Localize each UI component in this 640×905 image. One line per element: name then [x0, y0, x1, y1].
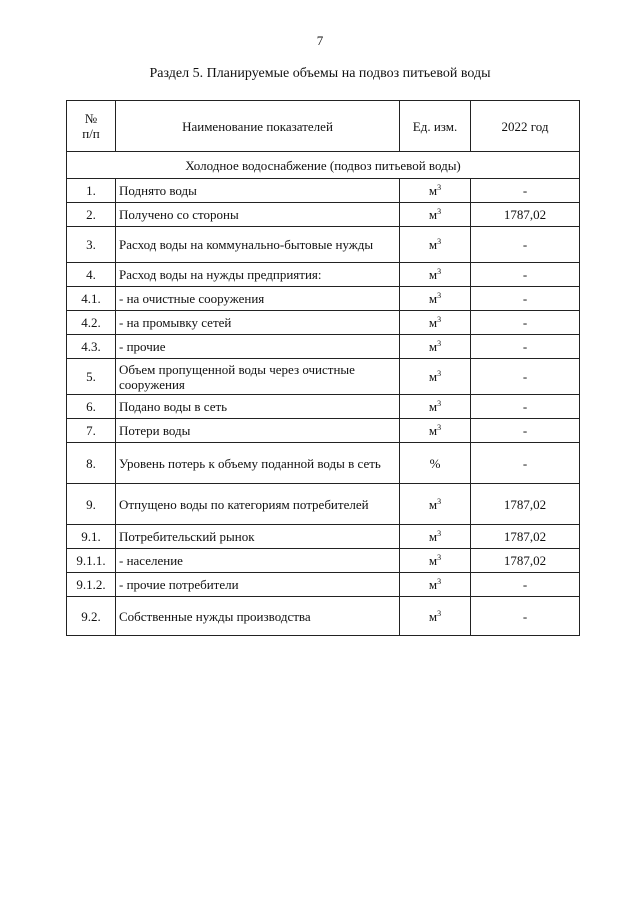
unit-exponent: 3 — [437, 529, 442, 538]
row-num: 5. — [67, 359, 116, 395]
unit-base: м — [428, 237, 438, 252]
row-name: - прочие потребители — [116, 573, 400, 597]
table-header-row — [67, 101, 580, 152]
row-value: - — [471, 311, 580, 335]
row-value: - — [471, 335, 580, 359]
header-num-line1: № — [84, 111, 98, 126]
unit-base: м — [428, 207, 438, 222]
row-num: 4.2. — [67, 311, 116, 335]
row-name: Расход воды на нужды предприятия: — [116, 263, 400, 287]
row-name: - прочие — [116, 335, 400, 359]
group-row — [67, 152, 580, 179]
row-name: Расход воды на коммунально-бытовые нужды — [116, 227, 400, 263]
table-row — [67, 597, 580, 636]
row-unit — [400, 525, 471, 549]
row-value: - — [471, 179, 580, 203]
row-unit — [400, 311, 471, 335]
table-row — [67, 311, 580, 335]
row-unit — [400, 359, 471, 395]
row-unit — [400, 573, 471, 597]
unit-exponent: 3 — [437, 423, 442, 432]
row-unit — [400, 597, 471, 636]
row-value: 1787,02 — [471, 525, 580, 549]
unit-base: м — [428, 291, 438, 306]
row-name: Потребительский рынок — [116, 525, 400, 549]
row-unit — [400, 263, 471, 287]
row-num: 8. — [67, 443, 116, 484]
unit-exponent: 3 — [437, 553, 442, 562]
table-row — [67, 419, 580, 443]
unit-exponent: 3 — [437, 267, 442, 276]
row-unit — [400, 287, 471, 311]
row-value: 1787,02 — [471, 484, 580, 525]
unit-exponent: 3 — [437, 399, 442, 408]
unit-exponent: 3 — [437, 237, 442, 246]
unit-exponent: 3 — [437, 369, 442, 378]
unit-base: м — [428, 183, 438, 198]
header-year: 2022 год — [471, 101, 580, 152]
section-title: Раздел 5. Планируемые объемы на подвоз питьевой воды — [149, 66, 491, 81]
unit-exponent: 3 — [437, 183, 442, 192]
row-name: Поднято воды — [116, 179, 400, 203]
table-body — [67, 152, 580, 636]
page-number: 7 — [316, 33, 324, 48]
row-name: Отпущено воды по категориям потребителей — [116, 484, 400, 525]
row-num: 9. — [67, 484, 116, 525]
row-value: - — [471, 287, 580, 311]
unit-exponent: 3 — [437, 339, 442, 348]
row-value: 1787,02 — [471, 549, 580, 573]
row-value: - — [471, 597, 580, 636]
table-row — [67, 227, 580, 263]
table-row — [67, 335, 580, 359]
row-name: Объем пропущенной воды через очистные сооружения — [116, 359, 400, 395]
row-name: Подано воды в сеть — [116, 395, 400, 419]
row-value: 1787,02 — [471, 203, 580, 227]
row-value: - — [471, 227, 580, 263]
row-name: Собственные нужды производства — [116, 597, 400, 636]
row-value: - — [471, 443, 580, 484]
row-unit — [400, 335, 471, 359]
row-name: Потери воды — [116, 419, 400, 443]
row-unit — [400, 484, 471, 525]
row-num: 3. — [67, 227, 116, 263]
row-value: - — [471, 359, 580, 395]
unit-base: м — [428, 423, 438, 438]
table-row — [67, 287, 580, 311]
unit-exponent: 3 — [437, 577, 442, 586]
unit-base: м — [428, 399, 438, 414]
row-unit — [400, 179, 471, 203]
table-row — [67, 359, 580, 395]
unit-base: м — [428, 339, 438, 354]
unit-base: м — [428, 529, 438, 544]
row-num: 1. — [67, 179, 116, 203]
row-unit — [400, 395, 471, 419]
group-title: Холодное водоснабжение (подвоз питьевой воды) — [67, 152, 580, 179]
table-row — [67, 573, 580, 597]
unit-exponent: 3 — [437, 207, 442, 216]
row-value: - — [471, 395, 580, 419]
row-num: 9.1.2. — [67, 573, 116, 597]
unit-exponent: 3 — [437, 608, 442, 618]
row-unit — [400, 549, 471, 573]
table-row — [67, 549, 580, 573]
unit-base: м — [428, 315, 438, 330]
row-name: - на очистные сооружения — [116, 287, 400, 311]
row-unit — [400, 203, 471, 227]
header-num-line2: п/п — [82, 126, 100, 141]
row-value: - — [471, 573, 580, 597]
row-unit — [400, 419, 471, 443]
header-unit: Ед. изм. — [400, 101, 471, 152]
row-num: 2. — [67, 203, 116, 227]
table-row — [67, 525, 580, 549]
row-num: 4.1. — [67, 287, 116, 311]
row-value: - — [471, 419, 580, 443]
row-num: 4.3. — [67, 335, 116, 359]
table-row — [67, 484, 580, 525]
table-row — [67, 203, 580, 227]
table-row — [67, 395, 580, 419]
unit-base: м — [428, 496, 438, 512]
row-num: 7. — [67, 419, 116, 443]
row-name: - население — [116, 549, 400, 573]
row-name: Получено со стороны — [116, 203, 400, 227]
unit-base: м — [428, 608, 438, 624]
header-name: Наименование показателей — [116, 101, 400, 152]
unit-exponent: 3 — [437, 496, 442, 506]
unit-base: м — [428, 267, 438, 282]
row-unit — [400, 227, 471, 263]
row-value: - — [471, 263, 580, 287]
row-unit: % — [400, 443, 471, 484]
row-num: 9.2. — [67, 597, 116, 636]
unit-base: м — [428, 369, 438, 384]
unit-base: м — [428, 577, 438, 592]
row-num: 6. — [67, 395, 116, 419]
unit-base: м — [428, 553, 438, 568]
row-num: 9.1. — [67, 525, 116, 549]
table-row — [67, 179, 580, 203]
header-num — [67, 101, 116, 152]
row-num: 9.1.1. — [67, 549, 116, 573]
row-name: - на промывку сетей — [116, 311, 400, 335]
unit-exponent: 3 — [437, 291, 442, 300]
volumes-table — [66, 100, 580, 636]
unit-exponent: 3 — [437, 315, 442, 324]
table-row — [67, 263, 580, 287]
row-num: 4. — [67, 263, 116, 287]
row-name: Уровень потерь к объему поданной воды в сеть — [116, 443, 400, 484]
table-row — [67, 443, 580, 484]
